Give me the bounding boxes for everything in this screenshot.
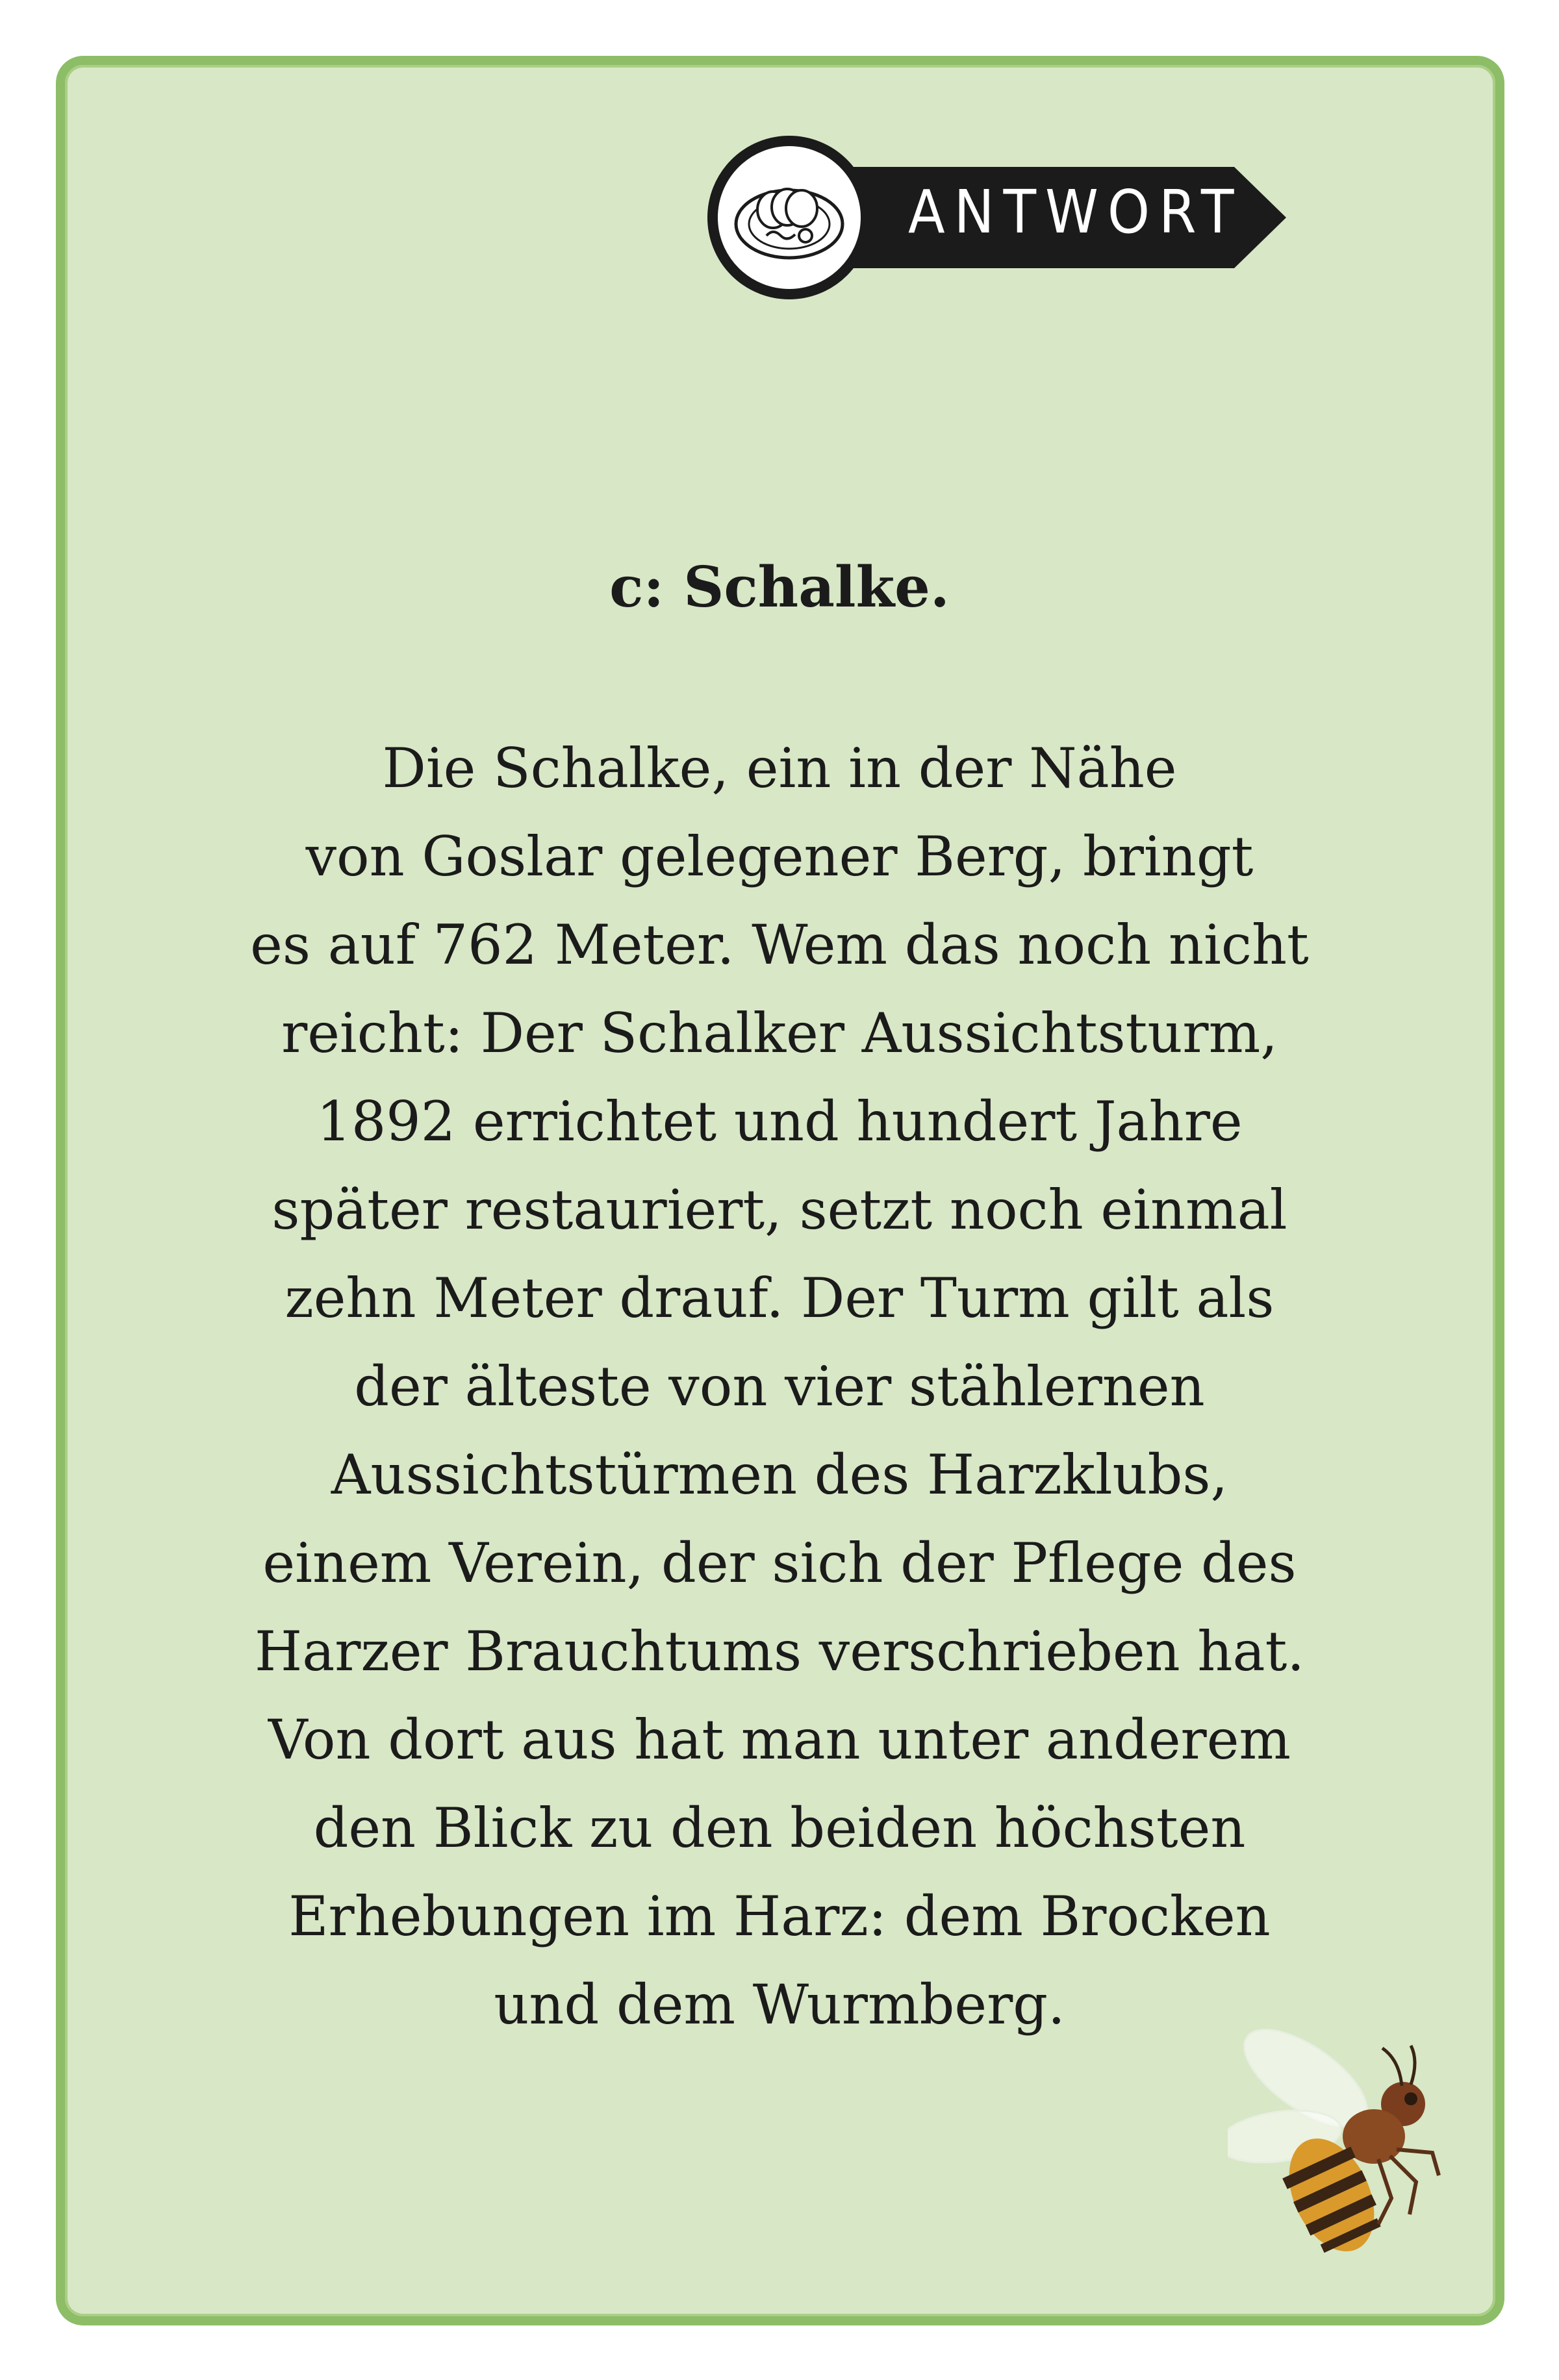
body-line: es auf 762 Meter. Wem das noch nicht [250,913,1309,977]
body-line: zehn Meter drauf. Der Turm gilt als [285,1266,1274,1330]
answer-badge [702,133,1299,308]
answer-explanation [149,724,1410,2049]
body-line: 1892 errichtet und hundert Jahre [316,1090,1243,1153]
body-line: reicht: Der Schalker Aussichtsturm, [281,1001,1278,1065]
body-line: von Goslar gelegener Berg, bringt [305,825,1254,888]
body-line: einem Verein, der sich der Pflege des [262,1531,1297,1595]
body-line: und dem Wurmberg. [494,1973,1065,2036]
body-line: Aussichtstürmen des Harzklubs, [331,1443,1228,1507]
body-line: Von dort aus hat man unter anderem [268,1708,1291,1772]
bee-icon [1228,2026,1462,2273]
body-line: den Blick zu den beiden höchsten [313,1796,1246,1860]
body-line: später restauriert, setzt noch einmal [272,1178,1287,1242]
body-line: Die Schalke, ein in der Nähe [382,736,1177,800]
body-line: der älteste von vier stählernen [354,1355,1205,1418]
body-line: Harzer Brauchtums verschrieben hat. [254,1620,1305,1683]
food-plate-icon [728,159,851,276]
body-line: Erhebungen im Harz: dem Brocken [288,1885,1271,1948]
badge-label: ANTWORT [908,177,1243,247]
answer-heading: c: Schalke. [609,555,950,620]
